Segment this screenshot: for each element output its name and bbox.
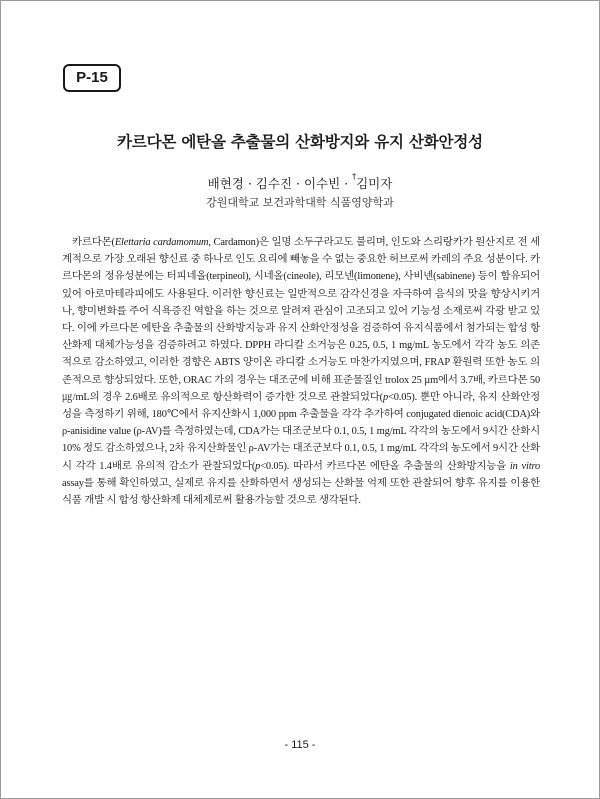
poster-id-badge: P-15: [63, 64, 121, 92]
paper-title: 카르다몬 에탄올 추출물의 산화방지와 유지 산화안정성: [117, 133, 483, 151]
p-value-italic: p: [382, 391, 389, 403]
species-name-italic: Elettaria cardamomum: [114, 237, 209, 248]
author-names: 배현경 · 김수진 · 이수빈 ·: [207, 176, 353, 191]
abstract-paragraph: [62, 234, 540, 509]
corresponding-author-mark: †: [352, 172, 357, 181]
abstract-body: [62, 234, 540, 509]
in-vitro-italic: in vitro: [509, 460, 540, 472]
abstract-text: 카르다몬(: [72, 237, 115, 248]
author-affiliation: 강원대학교 보건과학대학 식품영양학과: [206, 196, 394, 209]
p-value-italic: p: [255, 460, 261, 472]
page-number: - 115 -: [284, 739, 316, 751]
corresponding-author-name: 김미자: [356, 176, 393, 191]
abstract-text: <0.05). 뿐만 아니라, 유지 산화안정성을 측정하기 위해, 180℃에서 유지산화시 1,000 ppm 추출물을 각각 추가하여 conjugated dienoic acid(CDA)와 ρ-anisidine value (ρ-AV)를 측정하였는데, CDA가는 대조군보다 0.1, 0.5, 1 mg/mL 각각의 농도에서 9시간 산화시 10% 정도 감소하였으나, 2차 유지산화물인 ρ-AV가는 대조군보다 0.1, 0.5, 1 mg/mL 각각의 농도에서 9시간 산화시 각각 1.4배로 유의적 감소가 관찰되었다(: [62, 391, 540, 472]
abstract-text: <0.05). 따라서 카르다몬 에탄올 추출물의 산화방지능을: [260, 460, 510, 472]
author-list: [0, 174, 600, 192]
abstract-text: , Cardamon)은 일명 소두구라고도 불리며, 인도와 스리랑카가 원산지로 전 세계적으로 가장 오래된 향신료 중 하나로 인도 요리에 빼놓을 수 없는 중요한 허브로써 카레의 주요 성분이다. 카르다몬의 정유성분에는 터피네올(terpineol), 시네올(cineole), 리모넨(limonene), 사비넨(sabinene) 등이 함유되어 있어 아로마테라피에도 사용된다. 이러한 향신료는 일반적으로 감각신경을 자극하여 음식의 맛을 향상시키거나, 향미변화를 주어 식욕증진 역할을 하는 것으로 알려져 관심이 고조되고 있어 기능성 소재로써 각광 받고 있다. 이에 카르다몬 에탄올 추출물의 산화방지능과 유지 산화안정성을 검증하여 유지식품에서 첨가되는 합성 항산화제 대체가능성을 검증하려고 하였다. DPPH 라디칼 소거능은 0.25, 0.5, 1 mg/mL 농도에서 각각 농도 의존적으로 감소하였고, 이러한 경향은 ABTS 양이온 라디칼 소거능도 마찬가지였으며, FRAP 환원력 또한 농도 의존적으로 향상되었다. 또한, ORAC 가의 경우는 대조군에 비해 표준물질인 trolox 25 µm에서 3.7배, 카르다몬 50 ㎍/mL의 경우 2.6배로 유의적으로 항산화력이 증가한 것으로 관찰되었다(: [62, 237, 540, 403]
abstract-text: assay를 통해 확인하였고, 실제로 유지를 산화하면서 생성되는 산화물 억제 또한 관찰되어 향후 유지를 이용한 식품 개발 시 합성 항산화제 대체제로써 활용가능할 것으로 생각된다.: [62, 477, 540, 507]
